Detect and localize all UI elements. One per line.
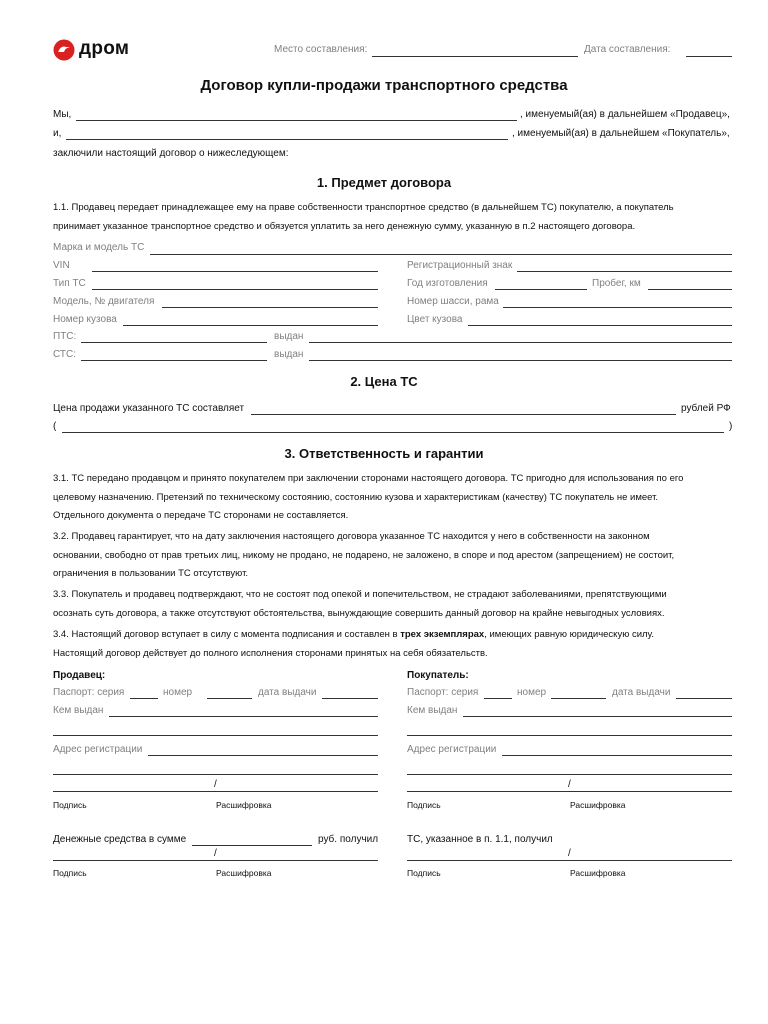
buyer-passport-label: Паспорт: серия bbox=[407, 687, 479, 698]
buyer-slash2: / bbox=[568, 848, 571, 859]
money-label: Денежные средства в сумме bbox=[53, 834, 187, 845]
body-label: Номер кузова bbox=[53, 314, 117, 325]
drom-logo bbox=[53, 37, 143, 63]
color-label: Цвет кузова bbox=[407, 314, 463, 325]
pts-issued-label: выдан bbox=[274, 331, 304, 342]
seller-series-line bbox=[130, 698, 158, 699]
place-label: Место составления: bbox=[274, 44, 368, 55]
make-model-line bbox=[150, 254, 732, 255]
seller-decoding-caption: Расшифровка bbox=[216, 800, 272, 810]
seller-slash2: / bbox=[214, 848, 217, 859]
drom-logo-icon bbox=[53, 39, 75, 61]
color-line bbox=[468, 325, 732, 326]
clause-3-4: 3.4. Настоящий договор вступает в силу с момента подписания и составлен в трех экземплярах, имеющих равную юридическую силу. Настоящий договор действует до полного исполнения сторонами принятых на себя обязательств. bbox=[53, 629, 654, 659]
brand-name: дром bbox=[79, 38, 130, 59]
pts-label: ПТС: bbox=[53, 331, 77, 342]
open-paren: ( bbox=[53, 421, 57, 432]
sts-label: СТС: bbox=[53, 349, 76, 360]
buyer-issued-by-line bbox=[463, 716, 732, 717]
vin-line bbox=[92, 271, 378, 272]
place-line bbox=[372, 56, 578, 57]
date-label: Дата составления: bbox=[584, 44, 671, 55]
buyer-slash: / bbox=[568, 779, 571, 790]
model-engine-label: Модель, № двигателя bbox=[53, 296, 155, 307]
seller-address-line bbox=[148, 755, 378, 756]
seller-number-line bbox=[207, 698, 252, 699]
and-label: и, bbox=[53, 128, 62, 139]
buyer-decoding2-caption: Расшифровка bbox=[570, 868, 626, 878]
buyer-number-line bbox=[551, 698, 606, 699]
price-line bbox=[251, 414, 676, 415]
seller-issued-by-label: Кем выдан bbox=[53, 705, 104, 716]
reg-sign-line bbox=[517, 271, 732, 272]
chassis-line bbox=[503, 307, 732, 308]
seller-issue-date-label: дата выдачи bbox=[258, 687, 317, 698]
model-engine-line bbox=[162, 307, 378, 308]
section1-title: 1. Предмет договора bbox=[316, 175, 452, 190]
seller-signature-line bbox=[53, 791, 378, 792]
page-title: Договор купли-продажи транспортного средства bbox=[200, 77, 568, 94]
close-paren: ) bbox=[729, 421, 733, 432]
price-words-line bbox=[62, 432, 724, 433]
money-line bbox=[192, 845, 312, 846]
seller-name-line bbox=[76, 120, 517, 121]
buyer-issued-by-label: Кем выдан bbox=[407, 705, 458, 716]
buyer-vehicle-signature-line bbox=[407, 860, 732, 861]
seller-decoding2-caption: Расшифровка bbox=[216, 868, 272, 878]
seller-signature-caption: Подпись bbox=[53, 800, 87, 810]
pts-issued-line bbox=[309, 342, 732, 343]
section3-title: 3. Ответственность и гарантии bbox=[284, 446, 484, 461]
seller-issue-date-line bbox=[322, 698, 378, 699]
seller-address-line2 bbox=[53, 774, 378, 775]
section2-title: 2. Цена ТС bbox=[350, 374, 418, 389]
buyer-issue-date-label: дата выдачи bbox=[612, 687, 671, 698]
type-line bbox=[92, 289, 378, 290]
seller-suffix: , именуемый(ая) в дальнейшем «Продавец», bbox=[520, 109, 730, 120]
buyer-issue-date-line bbox=[676, 698, 732, 699]
seller-slash: / bbox=[214, 779, 217, 790]
seller-issued-by-line2 bbox=[53, 735, 378, 736]
buyer-series-line bbox=[484, 698, 512, 699]
concluded-text: заключили настоящий договор о нижеследующем: bbox=[53, 148, 289, 159]
buyer-number-label: номер bbox=[517, 687, 547, 698]
year-label: Год изготовления bbox=[407, 278, 488, 289]
mileage-line bbox=[648, 289, 732, 290]
buyer-address-line bbox=[502, 755, 732, 756]
seller-passport-label: Паспорт: серия bbox=[53, 687, 125, 698]
pts-line bbox=[81, 342, 267, 343]
seller-signature2-caption: Подпись bbox=[53, 868, 87, 878]
make-model-label: Марка и модель ТС bbox=[53, 242, 145, 253]
currency-label: рублей РФ bbox=[681, 403, 731, 414]
seller-issued-by-line bbox=[109, 716, 378, 717]
vin-label: VIN bbox=[53, 260, 70, 271]
vehicle-received-label: ТС, указанное в п. 1.1, получил bbox=[407, 834, 553, 845]
sts-line bbox=[81, 360, 267, 361]
mileage-label: Пробег, км bbox=[592, 278, 641, 289]
reg-sign-label: Регистрационный знак bbox=[407, 260, 513, 271]
price-label: Цена продажи указанного ТС составляет bbox=[53, 403, 245, 414]
we-label: Мы, bbox=[53, 109, 72, 120]
date-line bbox=[686, 56, 732, 57]
seller-title: Продавец: bbox=[53, 670, 106, 681]
clause-3-2: 3.2. Продавец гарантирует, что на дату заключения настоящего договора указанное ТС находится у него в собственности на законном основании, свободно от прав третьих лиц, никому не продано, не подарено, не заложено, в споре и под арестом (запрещением) не состоит, ограничения в пользовании ТС отсутствуют. bbox=[53, 531, 675, 579]
clause-3-3: 3.3. Покупатель и продавец подтверждают, что не состоят под опекой и попечительством, не страдают заболеваниями, препятствующими осознать суть договора, а также отсутствуют обстоятельства, вынуждающие совершить данный договор на крайне невыгодных условиях. bbox=[53, 589, 667, 619]
buyer-issued-by-line2 bbox=[407, 735, 732, 736]
buyer-suffix: , именуемый(ая) в дальнейшем «Покупатель», bbox=[512, 128, 730, 139]
body-line bbox=[123, 325, 378, 326]
buyer-signature-line bbox=[407, 791, 732, 792]
buyer-address-line2 bbox=[407, 774, 732, 775]
clause-3-1: 3.1. ТС передано продавцом и принято покупателем при заключении сторонами настоящего договора. ТС пригодно для использования по его целевому назначению. Претензий по техническому состоянию, состоянию кузова и характеристикам (качеству) ТС покупатель не имеет. Отдельного документа о передаче ТС сторонами не составляется. bbox=[53, 473, 684, 521]
buyer-name-line bbox=[66, 139, 508, 140]
seller-address-label: Адрес регистрации bbox=[53, 744, 143, 755]
seller-number-label: номер bbox=[163, 687, 193, 698]
money-received-label: руб. получил bbox=[318, 834, 379, 845]
sts-issued-line bbox=[309, 360, 732, 361]
year-line bbox=[495, 289, 587, 290]
type-label: Тип ТС bbox=[53, 278, 86, 289]
seller-money-signature-line bbox=[53, 860, 378, 861]
buyer-signature-caption: Подпись bbox=[407, 800, 441, 810]
chassis-label: Номер шасси, рама bbox=[407, 296, 499, 307]
buyer-address-label: Адрес регистрации bbox=[407, 744, 497, 755]
section1-paragraph: 1.1. Продавец передает принадлежащее ему на праве собственности транспортное средство (в дальнейшем ТС) покупателю, а покупатель принимает указанное транспортное средство и обязуется уплатить за него денежную сумму, указанную в п.2 настоящего договора. bbox=[53, 202, 674, 232]
sts-issued-label: выдан bbox=[274, 349, 304, 360]
buyer-decoding-caption: Расшифровка bbox=[570, 800, 626, 810]
buyer-signature2-caption: Подпись bbox=[407, 868, 441, 878]
buyer-title: Покупатель: bbox=[407, 670, 469, 681]
